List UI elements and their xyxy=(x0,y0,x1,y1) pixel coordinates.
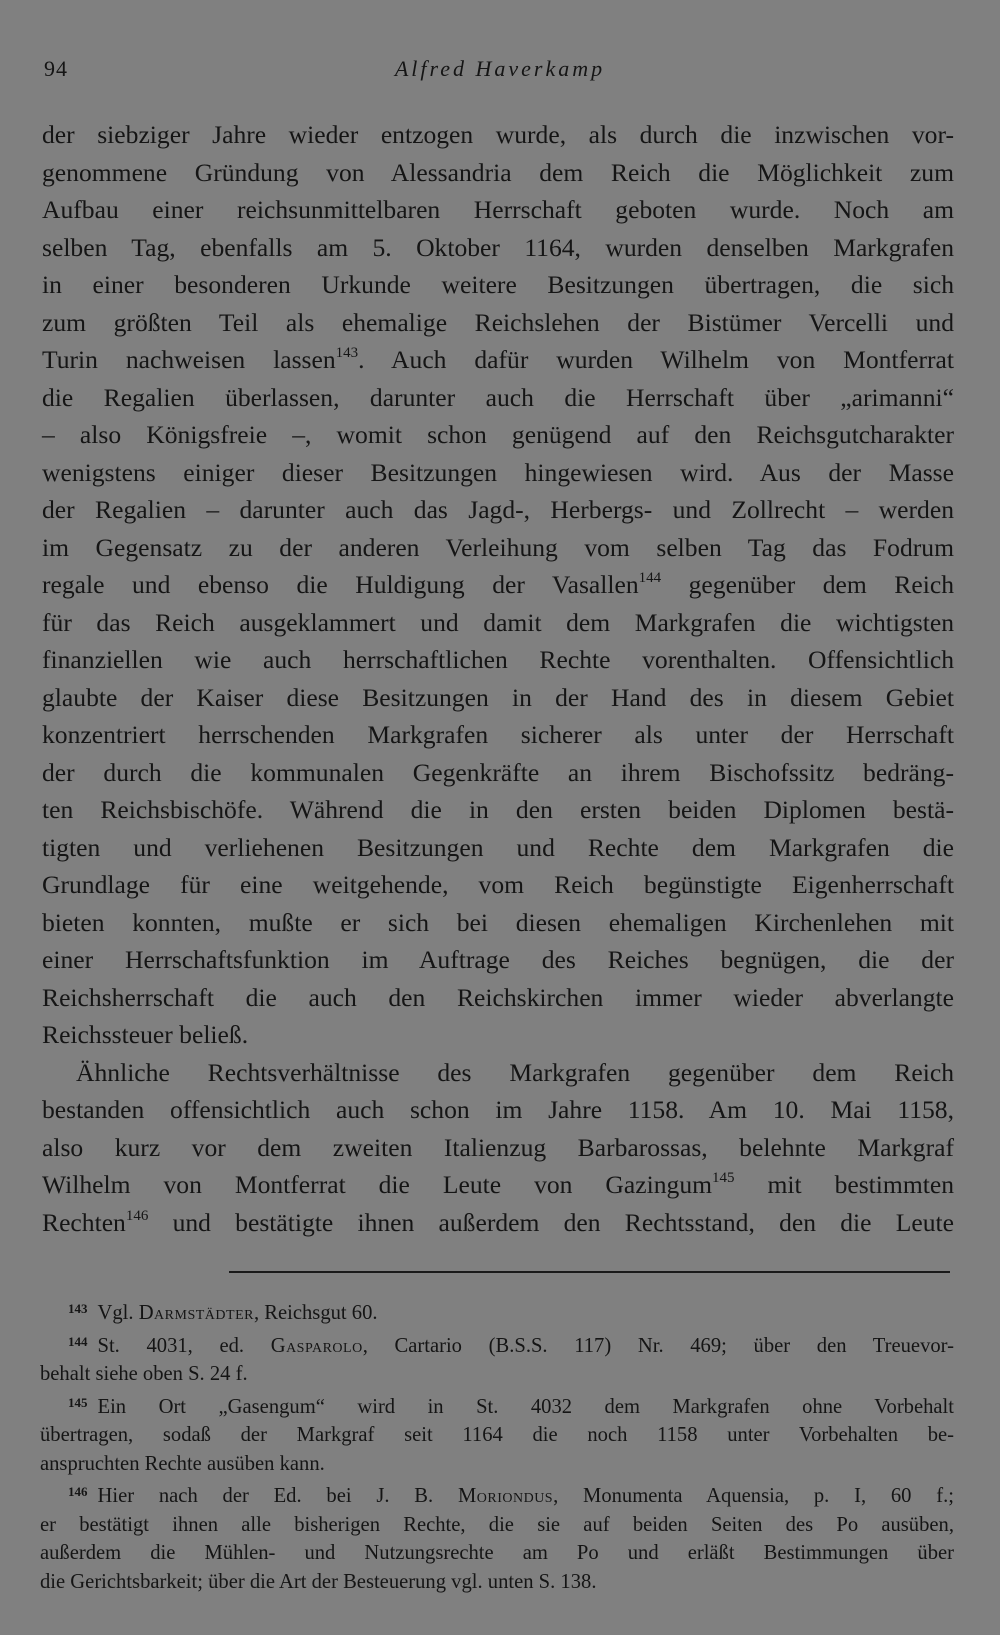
body-line xyxy=(42,716,954,754)
text-run: regale und ebenso die Huldigung der Vasallen xyxy=(42,570,639,599)
body-line xyxy=(42,829,954,867)
text-run: St. 4031, ed. xyxy=(97,1334,271,1357)
text-run: wenigstens einiger dieser Besitzungen hingewiesen wird. Aus der Masse xyxy=(42,457,954,487)
text-run: Aufbau einer reichsunmittelbaren Herrschaft geboten wurde. Noch am xyxy=(42,195,954,224)
text-run: Vgl. xyxy=(97,1302,139,1324)
text-run: – also Königsfreie –, womit schon genügend auf den Reichsgutcharakter xyxy=(42,420,954,449)
body-line xyxy=(42,641,954,679)
footnote-line xyxy=(40,1389,954,1422)
body-line xyxy=(42,379,954,417)
body-line xyxy=(42,341,954,379)
text-run: also kurz vor dem zweiten Italienzug Barbarossas, belehnte Markgraf xyxy=(42,1132,954,1162)
footnote-line xyxy=(40,1478,954,1511)
footnote-line xyxy=(40,1568,954,1597)
text-run: finanziellen wie auch herrschaftlichen Rechte vorenthalten. Offensichtlich xyxy=(42,645,954,674)
body-line xyxy=(42,1091,954,1129)
footnote-line xyxy=(40,1539,954,1568)
body-line xyxy=(42,866,954,904)
author-name: Darmstädter xyxy=(138,1302,254,1324)
footnotes xyxy=(40,1295,954,1596)
body-line xyxy=(42,154,954,192)
text-run: übertragen, sodaß der Markgraf seit 1164 die noch 1158 unter Vorbehalten be- xyxy=(40,1424,954,1446)
footnote-number: 144 xyxy=(68,1333,88,1349)
body-line xyxy=(42,229,954,267)
text-run: tigten und verliehenen Besitzungen und Rechte dem Markgrafen die xyxy=(42,832,954,862)
body-line xyxy=(42,1204,954,1242)
text-run: . Auch dafür wurden Wilhelm von Montferrat xyxy=(358,345,954,374)
footnote xyxy=(40,1478,954,1596)
text-run: Reichsherrschaft die auch den Reichskirchen immer wieder abverlangte xyxy=(42,982,954,1012)
footnote-reference: 146 xyxy=(125,1207,149,1224)
text-run: behalt siehe oben S. 24 f. xyxy=(40,1363,248,1385)
text-run: genommene Gründung von Alessandria dem Reich die Möglichkeit zum xyxy=(42,157,954,187)
body-line xyxy=(42,566,954,604)
body-line xyxy=(42,941,954,979)
body-line xyxy=(42,679,954,717)
body-line xyxy=(42,1166,954,1204)
text-run: Hier nach der Ed. bei J. B. xyxy=(97,1485,458,1507)
running-head: Alfred Haverkamp xyxy=(394,56,606,81)
text-run: die Gerichtsbarkeit; über die Art der Besteuerung vgl. unten S. 138. xyxy=(40,1570,597,1593)
body-line xyxy=(42,604,954,642)
text-run: , Monumenta Aquensia, p. I, 60 f.; xyxy=(553,1485,954,1507)
body-line xyxy=(42,266,954,304)
page-header xyxy=(44,56,956,92)
author-name: Gasparolo xyxy=(270,1334,363,1357)
text-run: im Gegensatz zu der anderen Verleihung vom selben Tag das Fodrum xyxy=(42,532,954,562)
body-line xyxy=(42,754,954,792)
text-run: , Cartario (B.S.S. 117) Nr. 469; über den Treuevor- xyxy=(362,1334,954,1357)
body-line xyxy=(42,904,954,942)
text-run: ten Reichsbischöfe. Während die in den ersten beiden Diplomen bestä- xyxy=(42,795,954,824)
text-run: er bestätigt ihnen alle bisherigen Rechte, die sie auf beiden Seiten des Po ausüben, xyxy=(40,1513,954,1536)
author-name: Moriondus xyxy=(457,1485,554,1507)
text-run: glaubte der Kaiser diese Besitzungen in der Hand des in diesem Gebiet xyxy=(42,682,954,712)
text-run: Wilhelm von Montferrat die Leute von Gazingum xyxy=(42,1170,713,1199)
text-run: der durch die kommunalen Gegenkräfte an ihrem Bischofssitz bedräng- xyxy=(42,757,954,787)
footnote-number: 145 xyxy=(68,1394,88,1410)
footnote-reference: 143 xyxy=(335,345,359,361)
footnote-line xyxy=(40,1360,954,1389)
body-line xyxy=(42,529,954,567)
text-run: Rechten xyxy=(42,1207,126,1237)
text-run: Ähnliche Rechtsverhältnisse des Markgrafen gegenüber dem Reich xyxy=(76,1057,954,1087)
text-run: Grundlage für eine weitgehende, vom Reich begünstigte Eigenherrschaft xyxy=(42,870,954,899)
text-run: die Regalien überlassen, darunter auch die Herrschaft über „arimanni“ xyxy=(42,382,954,412)
text-run: , Reichsgut 60. xyxy=(253,1302,378,1324)
body-line xyxy=(42,116,954,154)
text-run: anspruchten Rechte ausüben kann. xyxy=(40,1452,325,1475)
body-text xyxy=(42,116,954,1241)
footnote xyxy=(40,1295,954,1328)
text-run: gegenüber dem Reich xyxy=(661,570,954,599)
text-run: konzentriert herrschenden Markgrafen sicherer als unter der Herrschaft xyxy=(42,720,954,749)
text-run: einer Herrschaftsfunktion im Auftrage des Reiches begnügen, die der xyxy=(42,945,954,974)
body-line xyxy=(42,304,954,342)
footnote xyxy=(40,1328,954,1389)
body-line xyxy=(42,1129,954,1167)
body-line xyxy=(42,979,954,1017)
footnote-reference: 145 xyxy=(712,1170,735,1186)
text-run: Ein Ort „Gasengum“ wird in St. 4032 dem Markgrafen ohne Vorbehalt xyxy=(97,1395,954,1418)
body-line xyxy=(42,1054,954,1092)
footnote-line xyxy=(40,1328,954,1361)
body-line xyxy=(42,191,954,229)
text-run: der siebziger Jahre wieder entzogen wurde, als durch die inzwischen vor- xyxy=(42,120,954,149)
text-run: Turin nachweisen lassen xyxy=(42,345,336,374)
text-run: mit bestimmten xyxy=(734,1170,954,1199)
footnote-line xyxy=(40,1295,954,1328)
text-run: Reichssteuer beließ. xyxy=(42,1020,249,1049)
body-line xyxy=(42,791,954,829)
footnote xyxy=(40,1389,954,1479)
text-run: zum größten Teil als ehemalige Reichslehen der Bistümer Vercelli und xyxy=(42,307,954,337)
footnote-reference: 144 xyxy=(638,570,662,586)
body-line xyxy=(42,454,954,492)
body-line xyxy=(42,491,954,529)
text-run: für das Reich ausgeklammert und damit dem Markgrafen die wichtigsten xyxy=(42,607,954,637)
text-run: der Regalien – darunter auch das Jagd-, Herbergs- und Zollrecht – werden xyxy=(42,495,954,524)
body-line xyxy=(42,416,954,454)
text-run: in einer besonderen Urkunde weitere Besitzungen übertragen, die sich xyxy=(42,270,954,299)
page-number: 94 xyxy=(44,56,68,81)
footnote-line xyxy=(40,1421,954,1450)
text-run: und bestätigte ihnen außerdem den Rechtsstand, den die Leute xyxy=(148,1207,954,1237)
footnote-number: 146 xyxy=(68,1484,88,1499)
footnote-number: 143 xyxy=(68,1301,88,1316)
footnote-line xyxy=(40,1450,954,1479)
footnote-line xyxy=(40,1511,954,1540)
text-run: bieten konnten, mußte er sich bei diesen ehemaligen Kirchenlehen mit xyxy=(42,907,954,937)
text-run: außerdem die Mühlen- und Nutzungsrechte am Po und erläßt Bestimmungen über xyxy=(40,1542,954,1564)
footnote-rule xyxy=(229,1271,950,1273)
text-run: selben Tag, ebenfalls am 5. Oktober 1164, wurden denselben Markgrafen xyxy=(42,232,954,262)
body-line xyxy=(42,1016,954,1054)
text-run: bestanden offensichtlich auch schon im Jahre 1158. Am 10. Mai 1158, xyxy=(42,1095,954,1124)
